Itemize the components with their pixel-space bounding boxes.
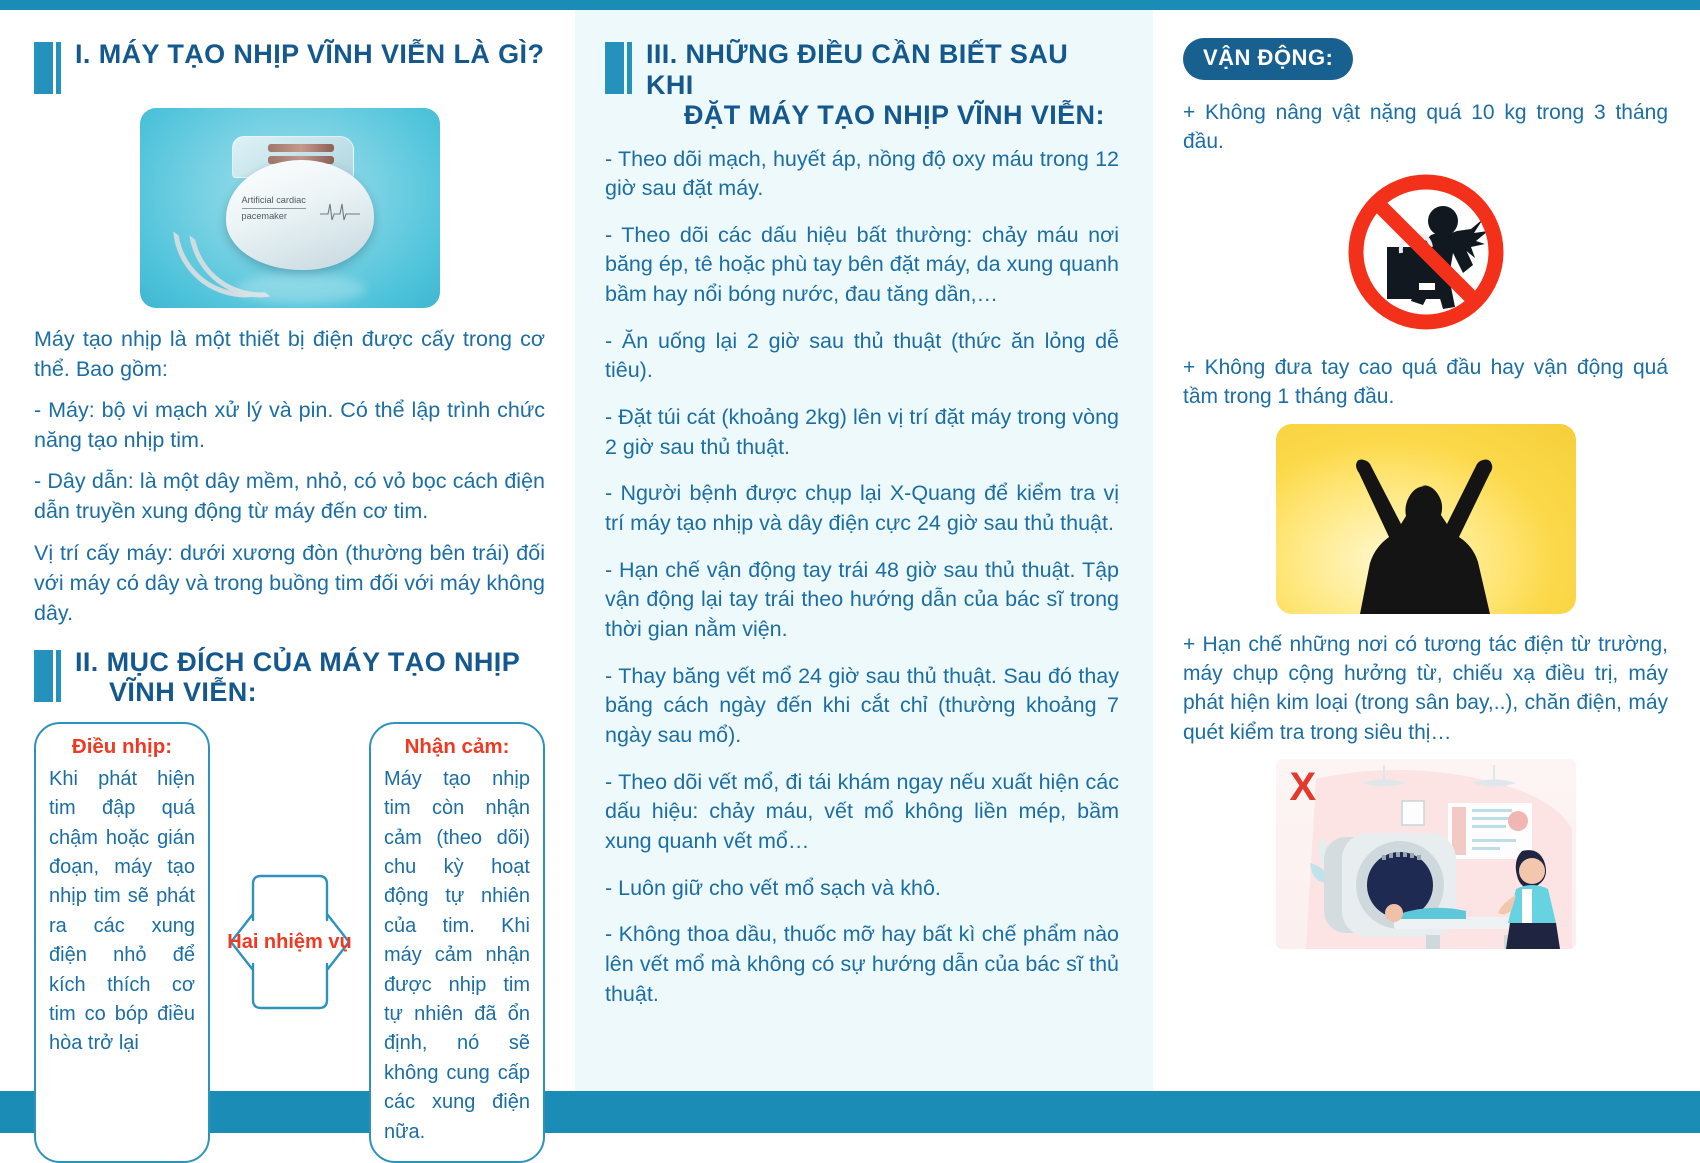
no-lifting-sign-icon [1343, 169, 1509, 335]
task-box-pacing-title: Điều nhịp: [71, 734, 173, 758]
activity-item-2-text: + Không đưa tay cao quá đầu hay vận động quá tầm trong 1 tháng đầu. [1183, 355, 1668, 409]
pacemaker-label-line-1: Artificial cardiac [242, 194, 306, 209]
section-2-heading [34, 646, 545, 708]
heading-bar-marker-icon [34, 42, 61, 94]
task-box-pacing-text: Khi phát hiện tim đập quá chậm hoặc gián đoạn, máy tạo nhịp tim sẽ phát ra các xung điện nhỏ để kích thích cơ tim co bóp điều hòa trở lại [49, 767, 195, 1055]
middle-column [575, 10, 1153, 1091]
section-3-title [646, 38, 1119, 131]
two-tasks-diagram [34, 722, 545, 1163]
section-1-heading [34, 38, 545, 94]
section-3-item: - Hạn chế vận động tay trái 48 giờ sau thủ thuật. Tập vận động lại tay trái theo hướng dẫn của bác sĩ trong thời gian nằm viện. [605, 557, 1119, 642]
section-3-item: - Thay băng vết mổ 24 giờ sau thủ thuật. Sau đó thay băng cách ngày đến khi cắt chỉ (thường khoảng 7 ngày sau mổ). [605, 663, 1119, 747]
right-column [1153, 10, 1700, 1091]
task-box-sensing [369, 722, 545, 1163]
section-3-item: - Đặt túi cát (khoảng 2kg) lên vị trí đặt máy trong vòng 2 giờ sau thủ thuật. [605, 405, 1119, 459]
section-3-title-line-2: ĐẶT MÁY TẠO NHỊP VĨNH VIỄN: [684, 100, 1105, 130]
mri-scanner-illustration [1276, 759, 1576, 949]
section-2-title-line-1: II. MỤC ĐÍCH CỦA MÁY TẠO NHỊP [75, 646, 521, 677]
left-column [0, 10, 575, 1143]
section-1-title: I. MÁY TẠO NHỊP VĨNH VIỄN LÀ GÌ? [75, 39, 545, 69]
ecg-waveform-icon [320, 200, 360, 222]
activity-item-3-text: + Hạn chế những nơi có tương tác điện từ trường, máy chụp cộng hưởng từ, chiếu xạ điều trị, máy phát hiện kim loại (trong sân bay,..), chăn điện, máy quét kiểm tra trong siêu thị… [1183, 632, 1668, 744]
task-box-sensing-text: Máy tạo nhịp tim còn nhận cảm (theo dõi) chu kỳ hoạt động tự nhiên của tim. Khi máy cảm nhận được nhịp tim tự nhiên đã ổn định, nó sẽ không cung cấp các xung điện nữa. [384, 767, 530, 1143]
section-1-paragraph-3: - Dây dẫn: là một dây mềm, nhỏ, có vỏ bọc cách điện dẫn truyền xung động từ máy đến cơ tim. [34, 469, 545, 524]
section-3-item: - Người bệnh được chụp lại X-Quang để kiểm tra vị trí máy tạo nhịp và dây điện cực 24 giờ sau thủ thuật. [605, 481, 1119, 536]
activity-item-1-text: + Không nâng vật nặng quá 10 kg trong 3 tháng đầu. [1183, 101, 1668, 154]
section-3-heading [605, 38, 1119, 131]
pacemaker-device-body [226, 160, 374, 270]
two-tasks-arrow-container [225, 722, 355, 1163]
section-3-item: - Luôn giữ cho vết mổ sạch và khô. [605, 875, 941, 900]
celebrating-person-silhouette-icon [1276, 424, 1576, 614]
section-3-item: - Theo dõi các dấu hiệu bất thường: chảy máu nơi băng ép, tê hoặc phù tay bên đặt máy, da xung quanh bầm hay nổi bóng nước, đau tăng dần,… [605, 222, 1119, 307]
two-tasks-arrow-label: Hai nhiệm vụ [227, 931, 352, 954]
heading-bar-marker-icon [605, 42, 632, 94]
section-1-paragraph-1: Máy tạo nhịp là một thiết bị điện được cấy trong cơ thể. Bao gồm: [34, 327, 545, 382]
section-2-title [75, 646, 520, 708]
pacemaker-reflection [236, 274, 366, 304]
section-1-paragraph-2: - Máy: bộ vi mạch xử lý và pin. Có thể lập trình chức năng tạo nhịp tim. [34, 398, 545, 453]
heading-bar-marker-icon [34, 650, 61, 702]
pacemaker-label-line-2: pacemaker [241, 211, 287, 222]
section-3-item: - Theo dõi mạch, huyết áp, nồng độ oxy máu trong 12 giờ sau đặt máy. [605, 146, 1119, 201]
pacemaker-engraved-label [242, 194, 306, 224]
section-3-title-line-1: III. NHỮNG ĐIỀU CẦN BIẾT SAU KHI [646, 39, 1069, 100]
section-3-item: - Theo dõi vết mổ, đi tái khám ngay nếu xuất hiện các dấu hiệu: chảy máu, vết mổ không liền mép, bầm xung quanh vết mổ… [605, 769, 1119, 853]
activity-badge: VẬN ĐỘNG: [1183, 38, 1353, 80]
section-2-title-line-2: VĨNH VIỄN: [109, 677, 258, 708]
pacemaker-photo [140, 108, 440, 308]
columns-container [0, 10, 1700, 1143]
double-arrow-shape [227, 866, 353, 1018]
prohibition-x-mark: X [1289, 765, 1317, 810]
task-box-pacing [34, 722, 210, 1163]
top-accent-bar [0, 0, 1700, 10]
arms-raised-photo [1276, 424, 1576, 614]
section-1-paragraph-4: Vị trí cấy máy: dưới xương đòn (thường bên trái) đối với máy có dây và trong buồng tim đối với máy không dây. [34, 540, 545, 625]
task-box-sensing-title: Nhận cảm: [404, 734, 510, 758]
section-3-item: - Không thoa dầu, thuốc mỡ hay bất kì chế phẩm nào lên vết mổ mà không có sự hướng dẫn của bác sĩ thủ thuật. [605, 922, 1119, 1006]
section-3-item: - Ăn uống lại 2 giờ sau thủ thuật (thức ăn lỏng dễ tiêu). [605, 328, 1119, 383]
